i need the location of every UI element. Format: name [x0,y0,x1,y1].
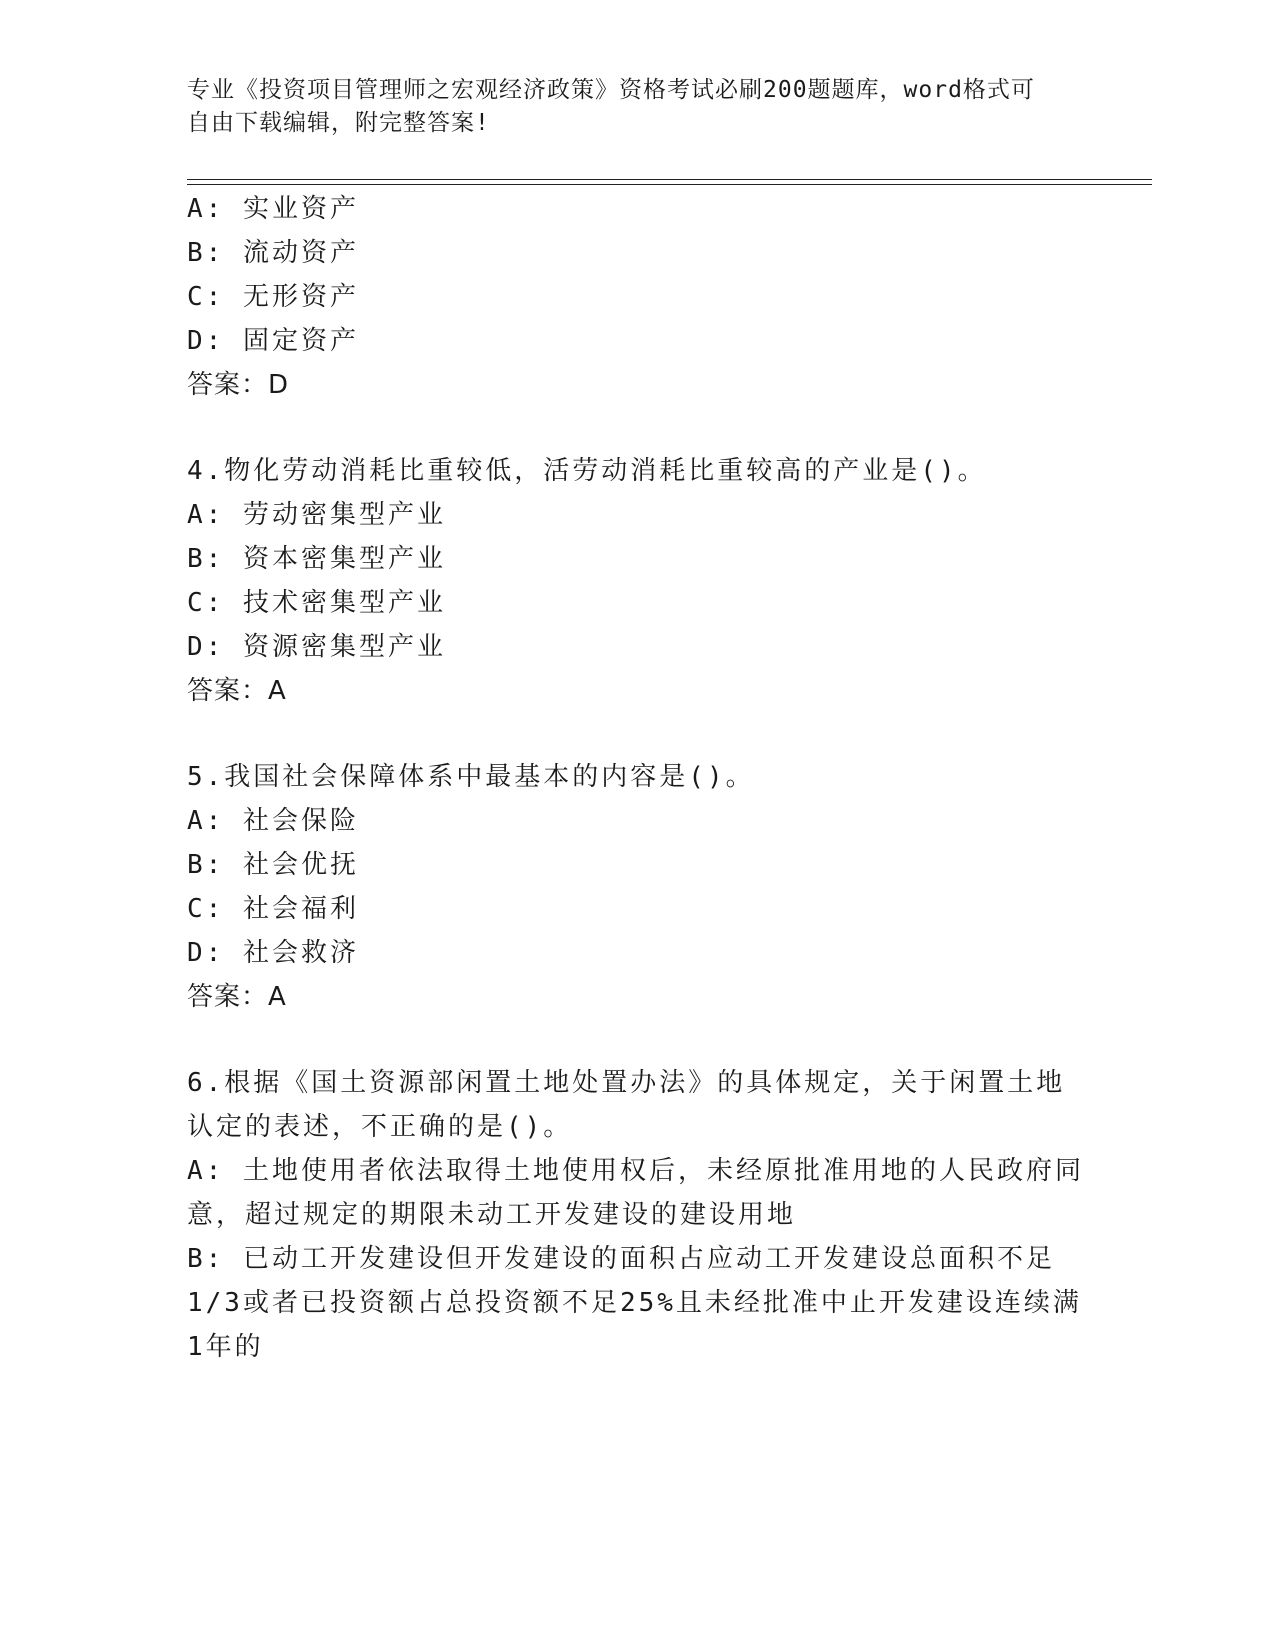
q3-option-b: B: 流动资产 [187,238,359,268]
header-line-1: 专业《投资项目管理师之宏观经济政策》资格考试必刷200题题库，word格式可 [187,77,1035,103]
q6-option-a-line-2: 意，超过规定的期限未动工开发建设的建设用地 [187,1200,797,1230]
q3-option-a: A: 实业资产 [187,194,359,224]
q3-option-d: D: 固定资产 [187,326,359,356]
q6-option-a-line-1: A: 土地使用者依法取得土地使用权后，未经原批准用地的人民政府同 [187,1156,1084,1186]
q4-option-b: B: 资本密集型产业 [187,544,446,574]
q4-option-d: D: 资源密集型产业 [187,632,446,662]
q5-question: 5.我国社会保障体系中最基本的内容是()。 [187,762,755,792]
header-line-2: 自由下载编辑，附完整答案! [187,110,490,136]
q4-question: 4.物化劳动消耗比重较低，活劳动消耗比重较高的产业是()。 [187,456,987,486]
header-divider-top [187,179,1152,180]
q4-answer: 答案：A [187,676,287,706]
header-divider-bottom [187,184,1152,185]
q5-option-d: D: 社会救济 [187,938,359,968]
q5-option-b: B: 社会优抚 [187,850,359,880]
q6-option-b-line-1: B: 已动工开发建设但开发建设的面积占应动工开发建设总面积不足 [187,1244,1055,1274]
q5-option-c: C: 社会福利 [187,894,359,924]
document-header [187,74,1077,140]
q6-option-b-line-3: 1年的 [187,1332,264,1362]
q4-option-c: C: 技术密集型产业 [187,588,446,618]
q5-option-a: A: 社会保险 [187,806,359,836]
q5-answer: 答案：A [187,982,287,1012]
q4-option-a: A: 劳动密集型产业 [187,500,446,530]
q3-answer: 答案：D [187,370,290,400]
q6-option-b-line-2: 1/3或者已投资额占总投资额不足25%且未经批准中止开发建设连续满 [187,1288,1082,1318]
q3-option-c: C: 无形资产 [187,282,359,312]
q6-question-line-2: 认定的表述，不正确的是()。 [187,1112,573,1142]
q6-question-line-1: 6.根据《国土资源部闲置土地处置办法》的具体规定，关于闲置土地 [187,1068,1066,1098]
